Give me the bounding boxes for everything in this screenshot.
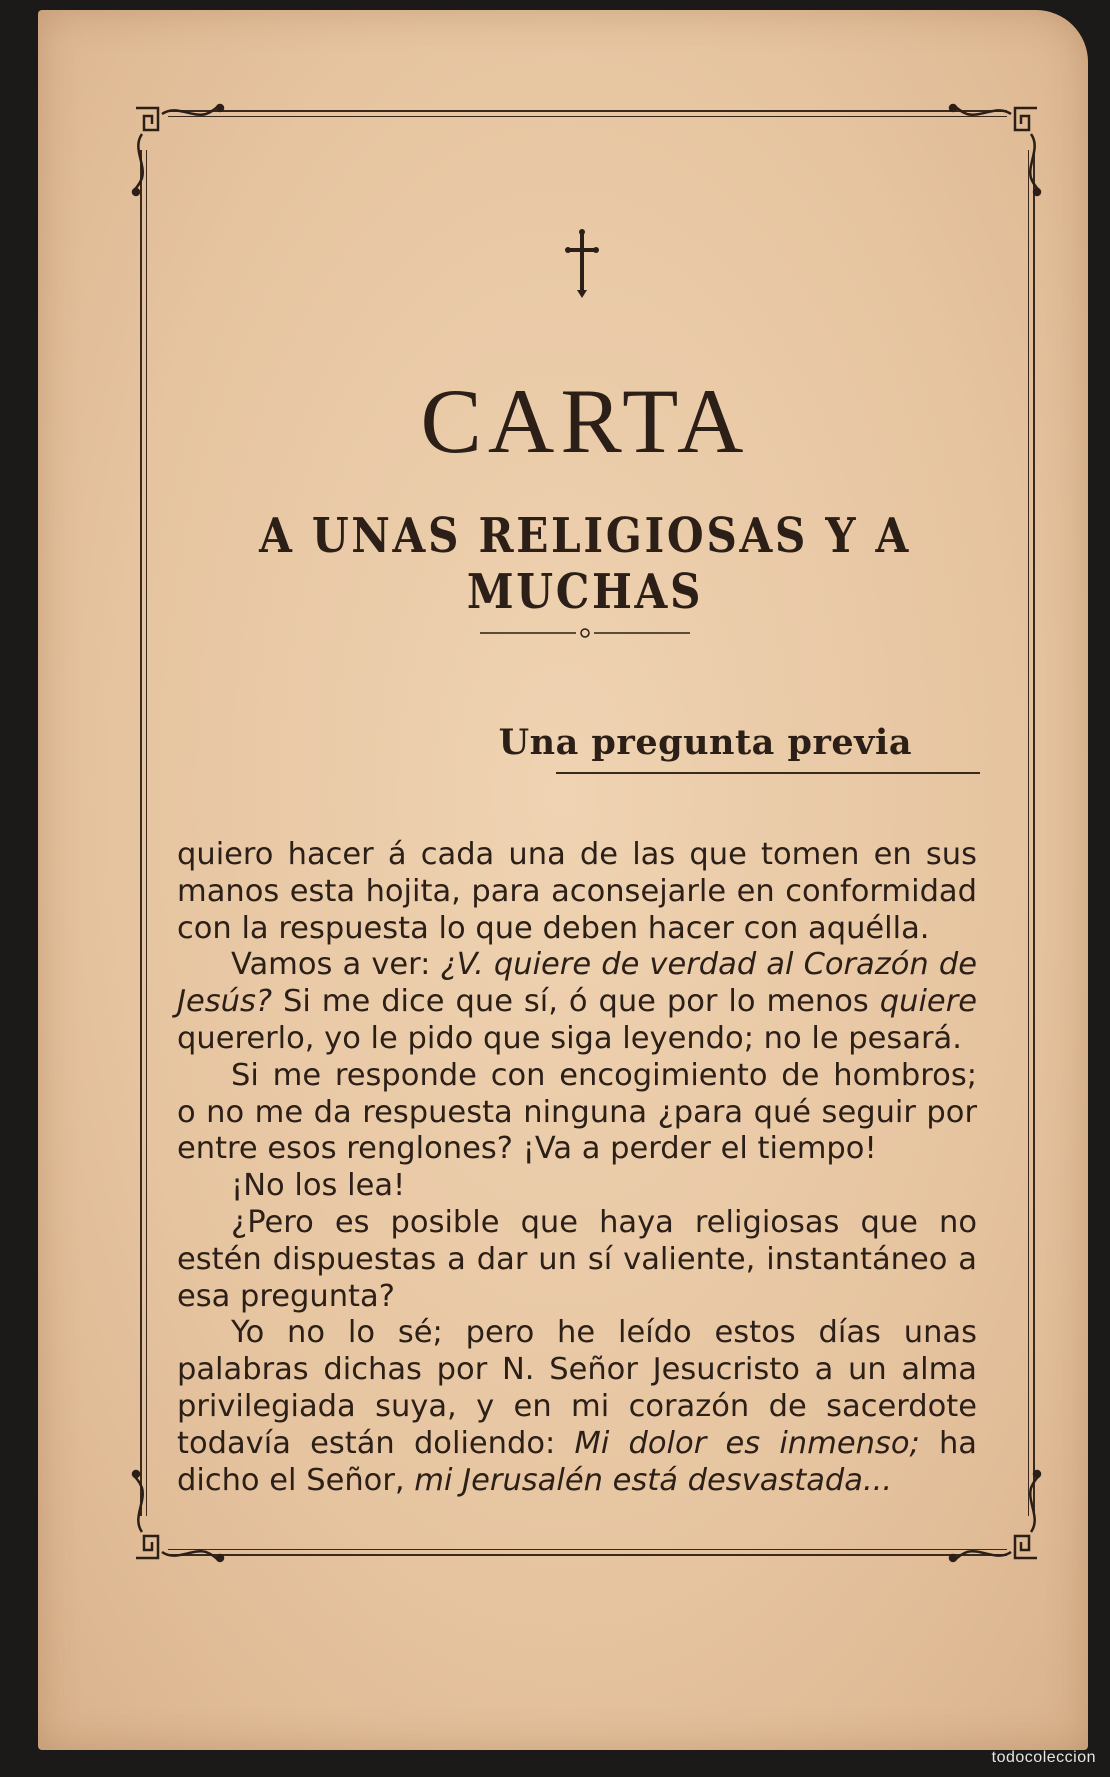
text-run: Si me responde con encogimiento de hombros; o no me da respuesta ninguna ¿para qué seguir por entre esos renglones? ¡Va a perder el tiempo! — [177, 1057, 977, 1167]
text-run: ha dicho el Señor, — [177, 1425, 978, 1498]
text-run: ¡No los lea! — [231, 1168, 406, 1204]
greek-key-corner-icon — [935, 100, 1045, 210]
text-run: ¿Pero es posible que haya religiosas que no estén dispuestas a dar un sí valiente, instantáneo a esa pregunta? — [177, 1204, 977, 1314]
section-heading: Una pregunta previa — [498, 722, 912, 763]
body-paragraph — [177, 947, 977, 1057]
body-paragraph — [177, 1315, 977, 1499]
italic-run: quiere — [879, 984, 977, 1020]
italic-run: Mi dolor es inmenso; — [574, 1425, 920, 1461]
greek-key-corner-icon — [128, 100, 238, 210]
page-title: CARTA — [420, 370, 750, 472]
text-run: Vamos a ver: — [231, 947, 441, 983]
watermark: todocoleccion — [991, 1749, 1096, 1766]
text-run: Yo no lo sé; pero he leído estos días unas palabras dichas por N. Señor Jesucristo a un alma privilegiada suya, y en mi corazón de sacerdote todavía están doliendo: — [177, 1315, 977, 1461]
body-paragraph — [177, 1168, 977, 1205]
italic-run: mi Jerusalén está desvastada... — [414, 1462, 893, 1498]
body-paragraph — [177, 1205, 977, 1315]
divider-icon — [480, 628, 690, 638]
body-paragraph — [177, 837, 977, 947]
body-text — [177, 837, 977, 1499]
cross-icon — [565, 228, 599, 298]
italic-run: ¿V. quiere de verdad al Corazón de Jesús? — [177, 947, 977, 1020]
text-run: Si me dice que sí, ó que por lo menos — [272, 984, 880, 1020]
section-rule — [556, 772, 980, 774]
page-subtitle: A UNAS RELIGIOSAS Y A MUCHAS — [259, 508, 911, 620]
text-run: quererlo, yo le pido que siga leyendo; no le pesará. — [177, 1020, 962, 1056]
body-paragraph — [177, 1058, 977, 1168]
text-run: quiero hacer á cada una de las que tomen en sus manos esta hojita, para aconsejarle en conformidad con la respuesta lo que deben hacer con aquélla. — [177, 837, 977, 946]
